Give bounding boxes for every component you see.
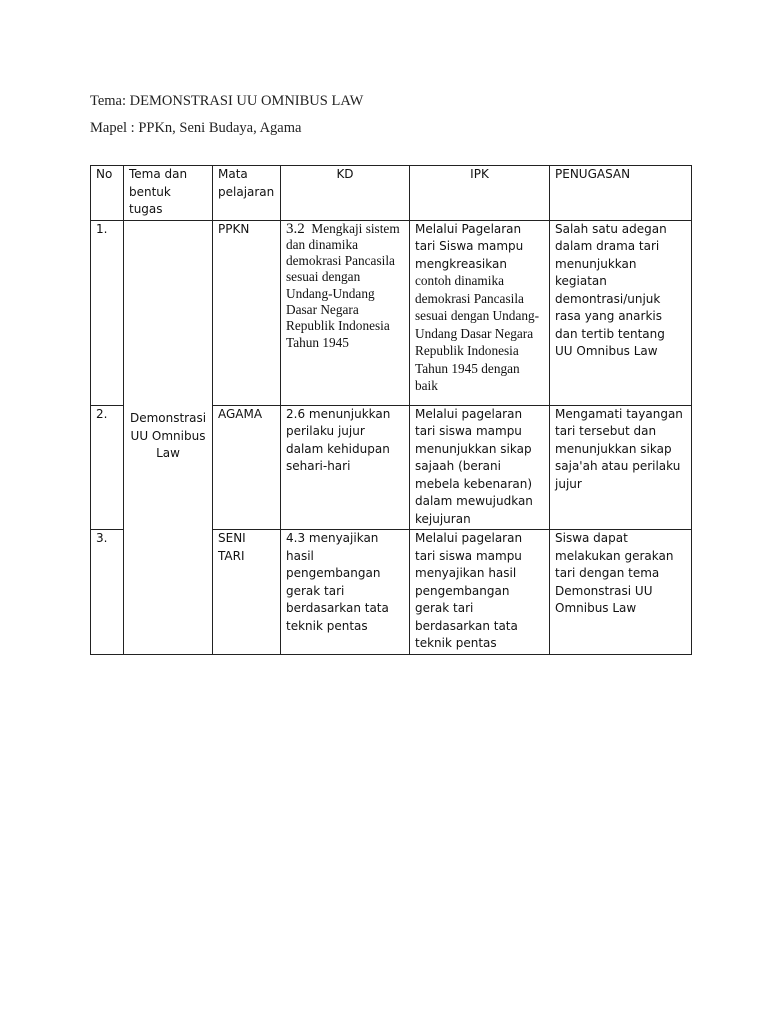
subject-cell: AGAMA bbox=[213, 405, 281, 530]
header-no: No bbox=[91, 166, 124, 221]
header-tema: Tema dan bentuk tugas bbox=[124, 166, 213, 221]
kd-cell: 2.6 menunjukkan perilaku jujur dalam kehidupan sehari-hari bbox=[281, 405, 410, 530]
kd-cell: 4.3 menyajikan hasil pengembangan gerak tari berdasarkan tata teknik pentas bbox=[281, 530, 410, 655]
table-header-row bbox=[91, 166, 692, 221]
ipk-cell: Melalui pagelaran tari siswa mampu menunjukkan sikap sajaah (berani mebela kebenaran) dalam mewujudkan kejujuran bbox=[410, 405, 550, 530]
lesson-plan-table bbox=[90, 165, 692, 655]
row-number: 3. bbox=[91, 530, 124, 655]
kd-cell bbox=[281, 220, 410, 405]
ipk-cell bbox=[410, 220, 550, 405]
ipk-text-part-b: contoh dinamika demokrasi Pancasila sesuai dengan Undang-Undang Dasar Negara Republik Indonesia Tahun 1945 dengan baik bbox=[415, 273, 540, 393]
kd-text: Mengkaji sistem dan dinamika demokrasi Pancasila sesuai dengan Undang-Undang Dasar Negara Republik Indonesia Tahun 1945 bbox=[286, 220, 400, 350]
penugasan-cell: Siswa dapat melakukan gerakan tari dengan tema Demonstrasi UU Omnibus Law bbox=[550, 530, 692, 655]
document-subjects-line: Mapel : PPKn, Seni Budaya, Agama bbox=[90, 120, 302, 136]
ipk-cell: Melalui pagelaran tari siswa mampu menyajikan hasil pengembangan gerak tari berdasarkan tata teknik pentas bbox=[410, 530, 550, 655]
ipk-text-part-a: Melalui Pagelaran tari Siswa mampu mengkreasikan bbox=[415, 221, 524, 271]
subject-cell: PPKN bbox=[213, 220, 281, 405]
document-theme-line: Tema: DEMONSTRASI UU OMNIBUS LAW bbox=[90, 93, 364, 109]
tema-cell: Demonstrasi UU Omnibus Law bbox=[124, 220, 213, 654]
penugasan-cell: Salah satu adegan dalam drama tari menunjukkan kegiatan demontrasi/unjuk rasa yang anarkis dan tertib tentang UU Omnibus Law bbox=[550, 220, 692, 405]
penugasan-cell: Mengamati tayangan tari tersebut dan menunjukkan sikap saja'ah atau perilaku jujur bbox=[550, 405, 692, 530]
row-number: 2. bbox=[91, 405, 124, 530]
table-row bbox=[91, 220, 692, 405]
header-penugasan: PENUGASAN bbox=[550, 166, 692, 221]
header-kd: KD bbox=[281, 166, 410, 221]
kd-number: 3.2 bbox=[286, 220, 305, 237]
header-ipk: IPK bbox=[410, 166, 550, 221]
subject-cell: SENI TARI bbox=[213, 530, 281, 655]
row-number: 1. bbox=[91, 220, 124, 405]
header-mata-pelajaran: Mata pelajaran bbox=[213, 166, 281, 221]
